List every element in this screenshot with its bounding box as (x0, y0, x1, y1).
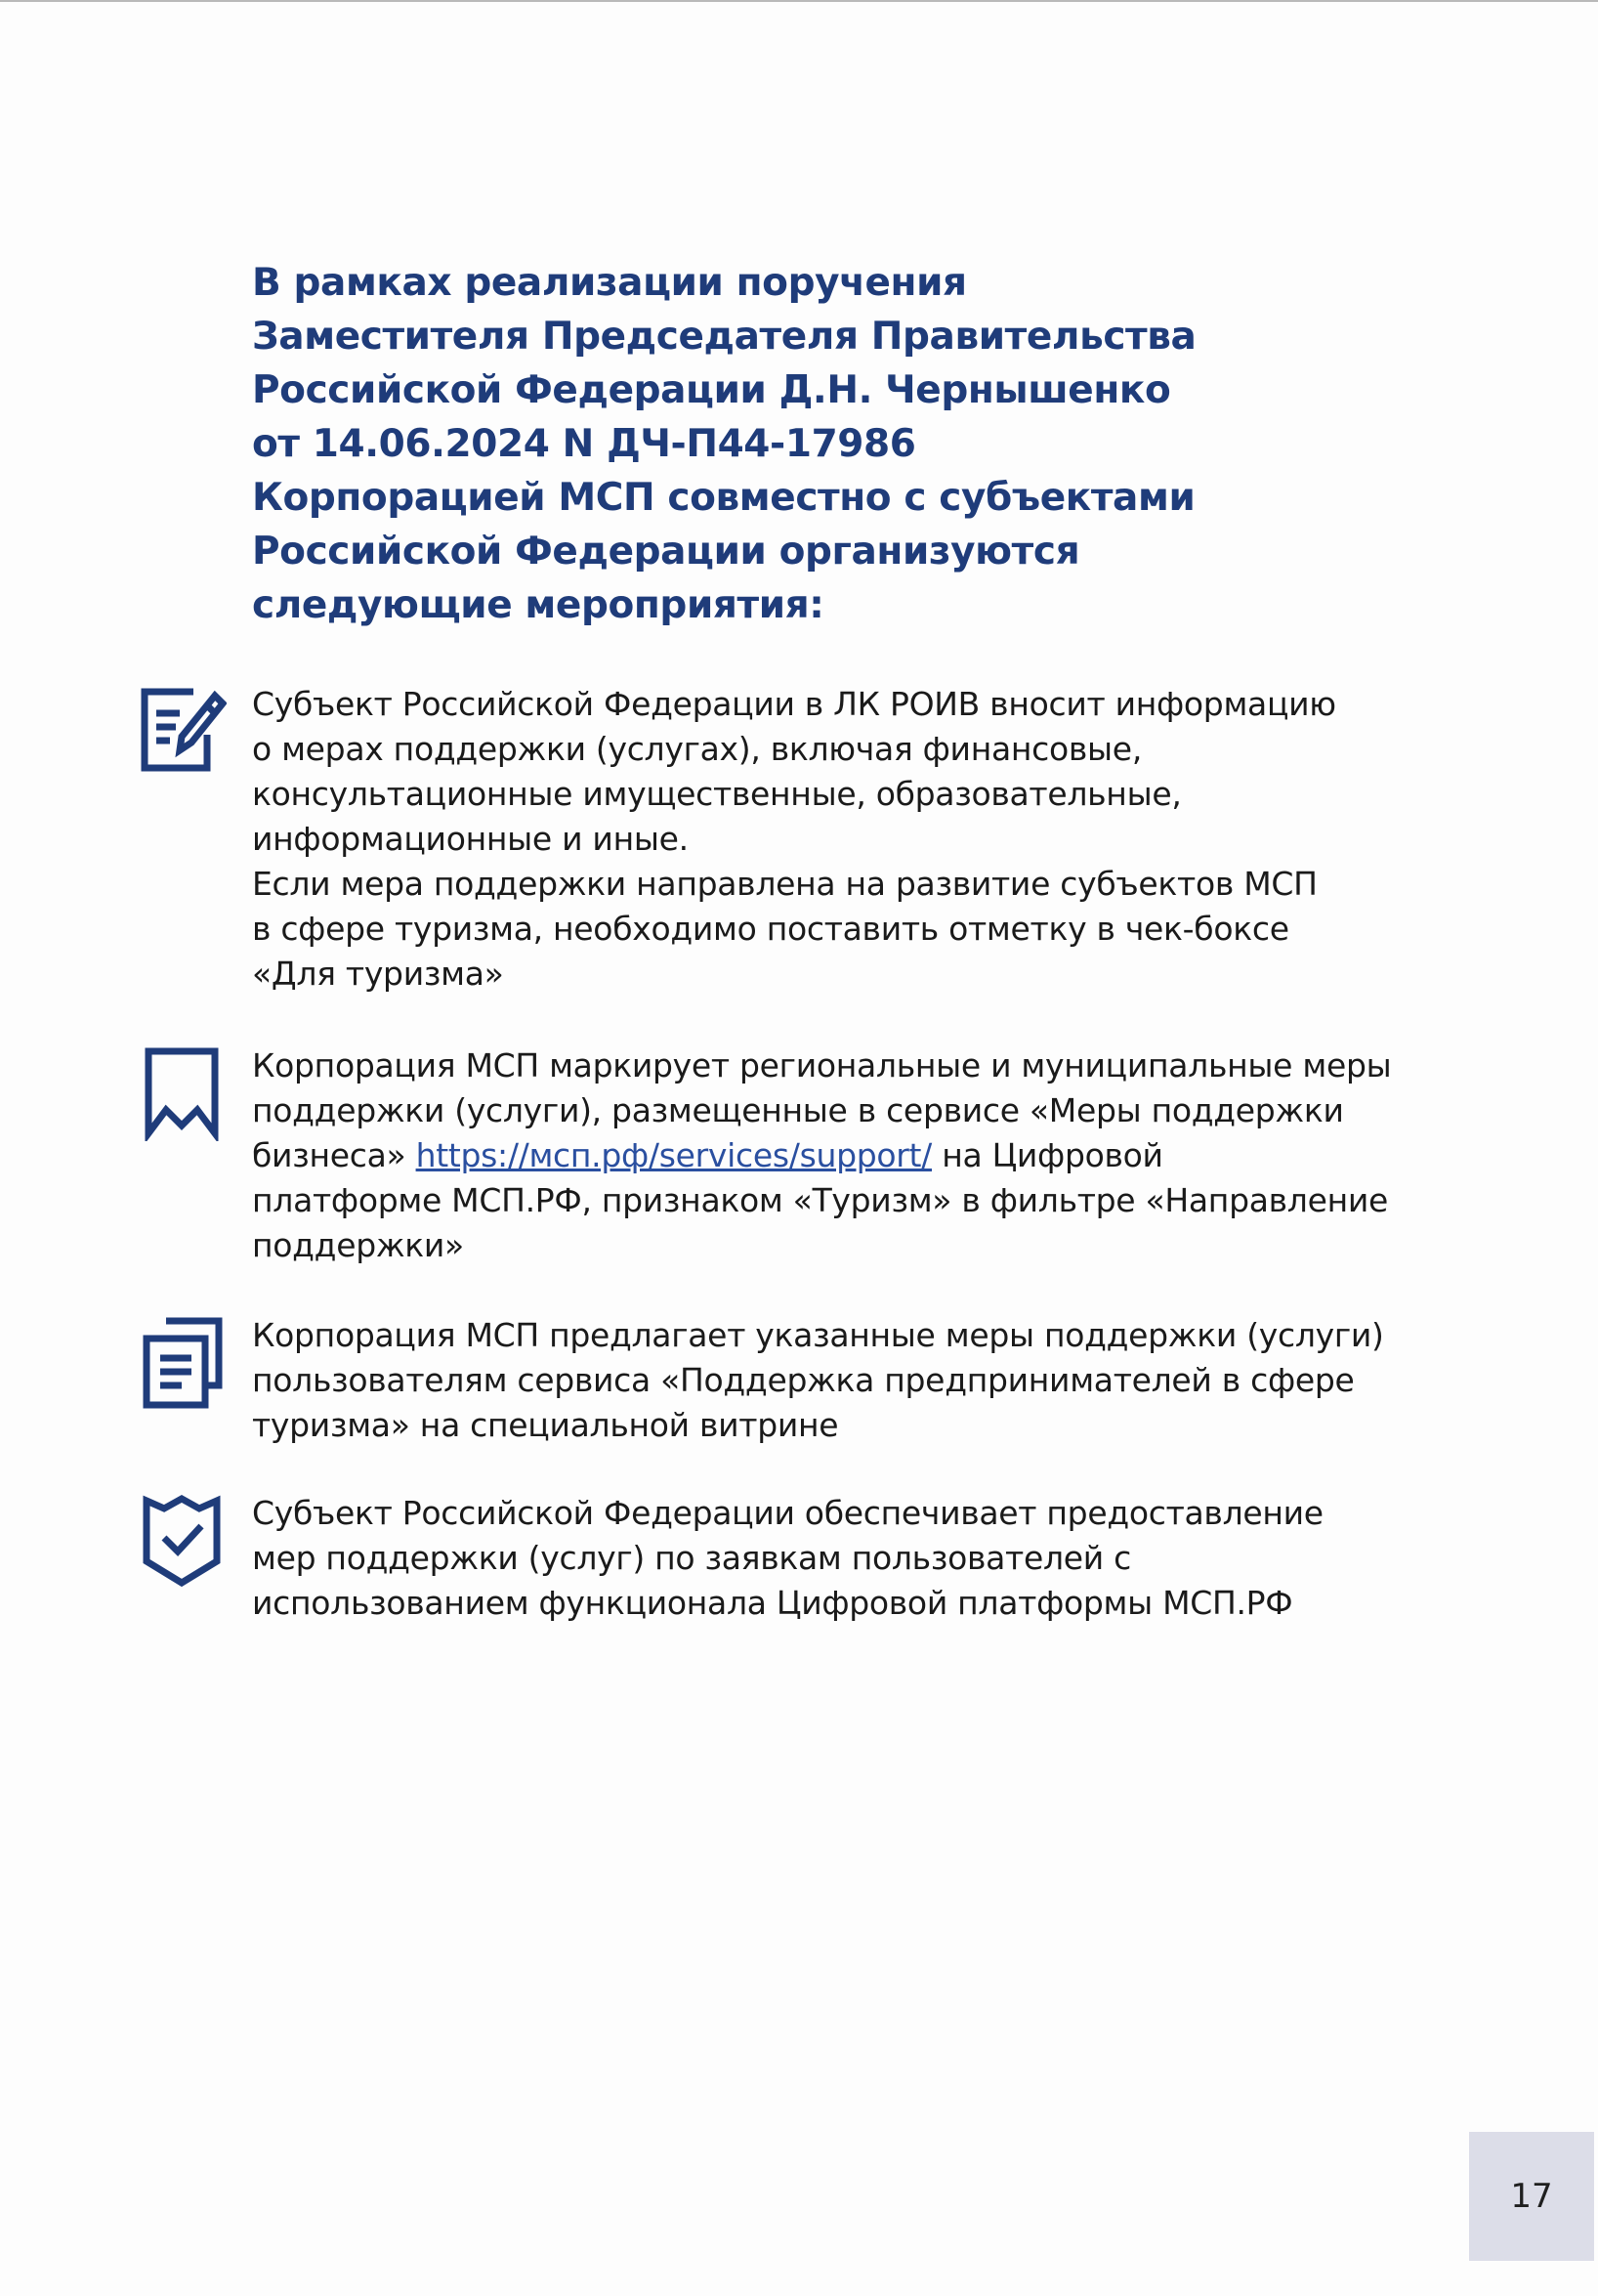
heading-line: Российской Федерации организуются (252, 530, 1080, 574)
heading-line: следующие мероприятия: (252, 583, 824, 627)
page-number: 17 (1469, 2132, 1594, 2261)
heading-line: Российской Федерации Д.Н. Чернышенко (252, 368, 1171, 412)
item-text: Субъект Российской Федерации обеспечивает предоставление мер поддержки (услуг) по заявкам пользователей с использованием функционала Цифровой платформы МСП.РФ (252, 1494, 1324, 1622)
support-services-link[interactable]: https://мсп.рф/services/support/ (415, 1136, 932, 1174)
bookmark-icon (137, 1043, 227, 1141)
heading-line: от 14.06.2024 N ДЧ-П44-17986 (252, 422, 916, 466)
page-heading (252, 256, 1375, 632)
heading-line: Заместителя Председателя Правительства (252, 315, 1197, 359)
edit-document-icon (137, 682, 227, 780)
heading-line: В рамках реализации поручения (252, 261, 967, 305)
item-text: Субъект Российской Федерации в ЛК РОИВ вносит информацию о мерах поддержки (услугах), включая финансовые, консультационные имущественные, образовательные, информационные и иные. Если мера поддержки направлена на развитие субъектов МСП в сфере туризма, необходимо поставить отметку в чек-боксе «Для туризма» (252, 685, 1336, 993)
scan-edge-line (0, 0, 1598, 2)
shield-check-icon (137, 1491, 227, 1589)
documents-icon (137, 1313, 227, 1411)
item-text: Корпорация МСП маркирует региональные и муниципальные меры поддержки (услуги), размещенные в сервисе «Меры поддержки бизнеса» https://мсп.рф/services/support/ на Цифровой платформе МСП.РФ, признаком «Туризм» в фильтре «Направление поддержки» (252, 1046, 1392, 1264)
heading-line: Корпорацией МСП совместно с субъектами (252, 476, 1196, 520)
item-text: Корпорация МСП предлагает указанные меры поддержки (услуги) пользователям сервиса «Поддержка предпринимателей в сфере туризма» на специальной витрине (252, 1316, 1384, 1444)
